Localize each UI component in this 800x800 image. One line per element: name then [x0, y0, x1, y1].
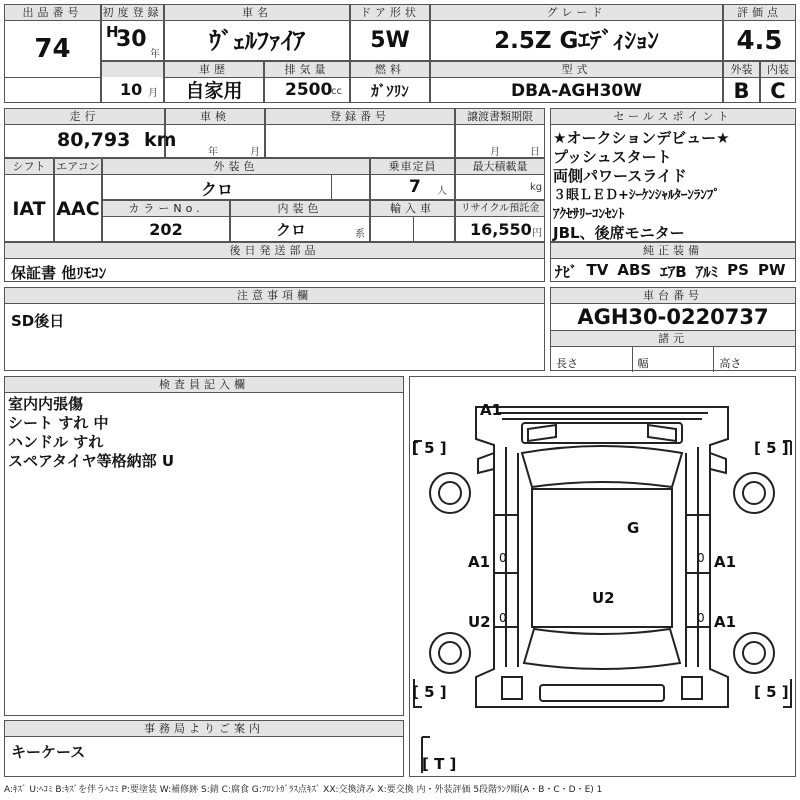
first-registration-month-cell: [101, 61, 164, 103]
notes: SD後日: [11, 312, 65, 330]
fuel-cell: [350, 61, 430, 103]
sales-point-line: JBL、後席モニター: [553, 224, 685, 242]
interior-grade-cell: [760, 61, 796, 103]
dims-label: 諸元: [551, 331, 795, 347]
interior-color-label: 内装色: [231, 201, 369, 217]
rear-window: [524, 629, 680, 669]
sales-point-line: ★オークションデビュー★: [553, 129, 730, 147]
sales-point-line: 両側パワースライド: [553, 167, 687, 185]
later-parts-cell: [4, 242, 545, 282]
mark-roof: G: [627, 519, 640, 537]
mark-zero-rf: 0: [697, 551, 705, 565]
color-number-cell: [102, 200, 230, 242]
capacity: 7: [409, 177, 421, 197]
model-code-label: 型式: [431, 62, 722, 78]
tail-lamp-left: [502, 677, 522, 699]
equipment-airbag: ｴｱB: [660, 263, 687, 281]
mark-front-bumper: A1: [480, 401, 503, 419]
headlight-left: [528, 425, 556, 441]
chassis-label: 車台番号: [551, 288, 795, 304]
equipment-ps: PS: [727, 261, 749, 279]
spare-tire: [ T ]: [422, 755, 457, 773]
sales-point-line: ３眼ＬＥＤ+ｼｰｹﾝｼｬﾙﾀｰﾝﾗﾝﾌﾟ: [553, 188, 720, 203]
equipment-abs: ABS: [617, 261, 652, 279]
max-load-unit: kg: [530, 182, 543, 193]
exterior-grade-cell: [723, 61, 760, 103]
transfer-deadline-label: 譲渡書類期限: [456, 109, 544, 125]
color-number-label: カラーNo.: [103, 201, 229, 217]
wheel-left-rear-inner: [439, 642, 461, 664]
inspector-note-line: シート すれ 中: [8, 414, 109, 432]
car-name-cell: [164, 4, 350, 61]
left-side: [506, 447, 518, 667]
fuel-label: 燃料: [351, 62, 429, 78]
chassis-cell: [550, 287, 796, 371]
sales-point-line: プッシュスタート: [553, 148, 672, 166]
damage-diagram: [409, 376, 796, 777]
import-cell: [370, 200, 455, 242]
displacement-label: 排気量: [265, 62, 349, 78]
inspection-year-unit: 年: [208, 147, 218, 158]
equipment-label: 純正装備: [551, 243, 795, 259]
lot-cell: [4, 4, 101, 103]
front-bumper-shape: [496, 413, 708, 419]
chassis-number: AGH30-0220737: [551, 304, 795, 331]
notes-cell: [4, 287, 545, 371]
interior-color: クロ: [275, 221, 306, 239]
mileage-label: 走行: [5, 109, 164, 125]
recycle-unit: 円: [532, 228, 542, 239]
rear-bumper: [540, 685, 664, 701]
wheel-right-rear: [734, 633, 774, 673]
mark-rear-roof: U2: [592, 589, 615, 607]
exterior-grade-label: 外装: [724, 62, 759, 78]
history-label: 車歴: [165, 62, 263, 78]
mileage: 80,793: [57, 129, 131, 151]
max-load-cell: [455, 158, 545, 200]
inspector-note-line: ハンドル すれ: [8, 433, 104, 451]
month-unit: 月: [148, 88, 158, 99]
sales-points-label: セールスポイント: [551, 109, 795, 125]
recycle-cell: [455, 200, 545, 242]
aircon-label: エアコン: [56, 160, 100, 173]
inspection-month-unit: 月: [250, 147, 260, 158]
inspection-cell: [165, 108, 265, 158]
fuel: ｶﾞｿﾘﾝ: [371, 82, 409, 100]
history-cell: [164, 61, 264, 103]
aircon-cell: [54, 158, 102, 242]
grade-label: グレード: [431, 5, 722, 21]
wheel-right-rear-inner: [743, 642, 765, 664]
inspector-note-line: 室内内張傷: [8, 395, 84, 413]
door-cell: [350, 4, 430, 61]
transfer-month-unit: 月: [490, 147, 500, 158]
car-outline: [476, 407, 728, 707]
recycle-label: リサイクル預託金: [456, 201, 544, 217]
later-parts: 保証書 他ﾘﾓｺﾝ: [11, 264, 107, 282]
shift-label: シフト: [5, 159, 53, 175]
wheel-right-front-inner: [743, 482, 765, 504]
mirror-left: [478, 453, 494, 473]
era-mark: H: [106, 23, 119, 41]
car-name: ｳﾞｪﾙﾌｧｲｱ: [209, 27, 305, 55]
sales-point-line: ｱｸｾｻﾘｰｺﾝｾﾝﾄ: [553, 207, 625, 222]
history: 自家用: [185, 80, 243, 102]
inspection-label: 車検: [166, 109, 264, 125]
equipment-alloy: ｱﾙﾐ: [695, 263, 719, 281]
transfer-deadline-cell: [455, 108, 545, 158]
exterior-color-label: 外装色: [103, 159, 369, 175]
aircon: AAC: [56, 198, 100, 220]
wheel-left-front-inner: [439, 482, 461, 504]
mirror-right: [710, 453, 726, 473]
wheel-left-front: [430, 473, 470, 513]
shift-cell: [4, 158, 54, 242]
max-load-label: 最大積載量: [456, 159, 544, 175]
tire-right-front: [ 5 ]: [754, 439, 789, 457]
equipment-tv: TV: [586, 261, 609, 279]
office-notice: キーケース: [11, 743, 86, 761]
equipment-pw: PW: [757, 261, 786, 279]
length-label: 長さ: [556, 357, 578, 370]
wheel-left-rear: [430, 633, 470, 673]
mark-left-rear-door: U2: [468, 613, 491, 631]
mileage-unit: km: [144, 129, 177, 151]
model-code-cell: [430, 61, 723, 103]
color-number: 202: [149, 220, 183, 239]
notes-label: 注意事項欄: [5, 288, 544, 304]
recycle-deposit: 16,550: [470, 220, 532, 239]
score: 4.5: [736, 26, 783, 56]
mark-zero-rr: 0: [697, 611, 705, 625]
equipment-cell: [550, 242, 796, 282]
height-label: 高さ: [713, 347, 795, 372]
door-label: ドア形状: [351, 5, 429, 21]
inspector-notes-cell: [4, 376, 404, 716]
mark-right-front-door: A1: [714, 553, 737, 571]
mileage-cell: [4, 108, 177, 158]
interior-grade: C: [770, 79, 786, 103]
mark-zero-lr: 0: [499, 611, 507, 625]
door-type: 5W: [370, 28, 410, 53]
shift: IAT: [12, 198, 46, 220]
model-code: DBA-AGH30W: [510, 81, 643, 101]
registration-number-label: 登録番号: [266, 109, 454, 125]
tire-left-rear: [ 5 ]: [412, 683, 447, 701]
exterior-color: クロ: [200, 180, 233, 199]
exterior-grade: B: [733, 79, 750, 103]
tail-lamp-right: [682, 677, 702, 699]
mark-right-rear-door: A1: [714, 613, 737, 631]
capacity-unit: 人: [437, 186, 447, 197]
inspector-note-line: スペアタイヤ等格納部 U: [8, 452, 175, 470]
mark-zero-lf: 0: [499, 551, 507, 565]
windshield: [522, 446, 682, 487]
grade-cell: [430, 4, 723, 61]
first-registration-month: 10: [120, 80, 143, 99]
year-unit: 年: [150, 49, 160, 60]
registration-number-cell: [265, 108, 455, 158]
first-registration-year: 30: [116, 27, 147, 52]
first-registration-label: 初度登録: [102, 6, 163, 19]
capacity-label: 乗車定員: [371, 159, 454, 175]
capacity-cell: [370, 158, 455, 200]
sales-points-cell: [550, 108, 796, 242]
transfer-day-unit: 日: [530, 147, 540, 158]
width-label: 幅: [632, 347, 714, 372]
tire-left-front: [ 5 ]: [412, 439, 447, 457]
displacement-unit: cc: [331, 86, 342, 97]
lot-label: 出品番号: [5, 5, 100, 21]
lot-number: 74: [34, 34, 71, 64]
later-parts-label: 後日発送部品: [5, 243, 544, 259]
score-label: 評価点: [724, 5, 795, 21]
exterior-color-cell: [102, 158, 370, 200]
interior-color-cell: [230, 200, 370, 242]
office-notice-label: 事務局よりご案内: [5, 721, 403, 737]
import-label: 輸入車: [371, 201, 454, 217]
interior-grade-label: 内装: [761, 62, 795, 78]
equipment-navi: ﾅﾋﾞ: [555, 263, 578, 281]
grade: 2.5Z Gｴﾃﾞｨｼｮﾝ: [494, 28, 659, 54]
office-notice-cell: [4, 720, 404, 777]
score-cell: [723, 4, 796, 61]
mark-left-front-door: A1: [468, 553, 491, 571]
first-registration-cell: [101, 4, 164, 61]
tire-right-rear: [ 5 ]: [754, 683, 789, 701]
displacement: 2500: [285, 80, 333, 100]
inspector-notes-label: 検査員記入欄: [5, 377, 403, 393]
wheel-right-front: [734, 473, 774, 513]
legend: A:ｷｽﾞ U:ﾍｺﾐ B:ｷｽﾞを伴うﾍｺﾐ P:要塗装 W:補修跡 S:錆 C:腐食 G:ﾌﾛﾝﾄｶﾞﾗｽ点ｷｽﾞ XX:交換済み X:要交換 内・外装評価 5段階ﾗﾝｸ順(A・B・C・D・E) 1: [4, 785, 603, 795]
interior-color-unit: 系: [355, 229, 365, 240]
headlight-right: [648, 425, 676, 441]
car-name-label: 車名: [165, 5, 349, 21]
displacement-cell: [264, 61, 350, 103]
